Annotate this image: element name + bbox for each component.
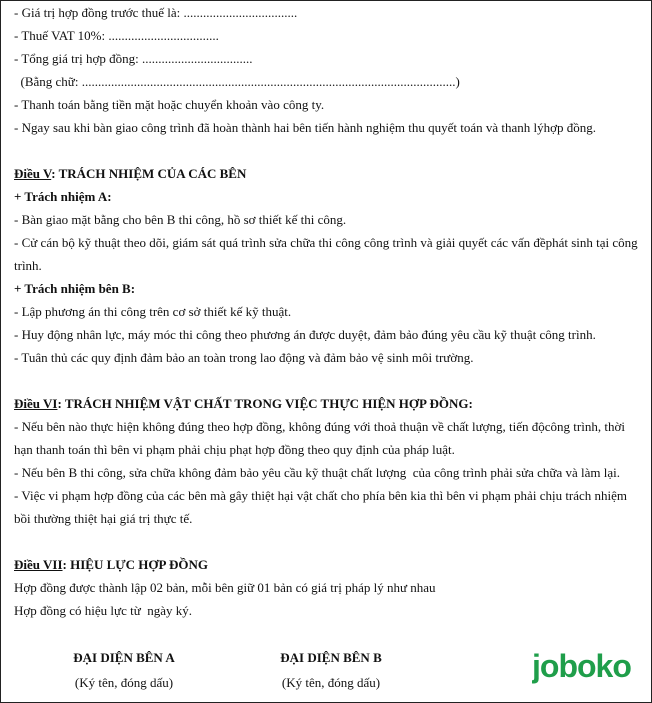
party-a-heading: + Trách nhiệm A: bbox=[14, 189, 112, 204]
party-a-signature bbox=[39, 645, 209, 695]
party-b-item: - Tuân thủ các quy định đảm bảo an toàn trong lao động và đảm bảo vệ sinh môi trường. bbox=[14, 350, 474, 365]
party-b-signature bbox=[246, 645, 416, 695]
party-b-item: - Huy động nhân lực, máy móc thi công theo phương án được duyệt, đảm bảo đúng yêu cầu kỹ thuật công trình. bbox=[14, 327, 596, 342]
article-7-title: : HIỆU LỰC HỢP ĐỒNG bbox=[62, 557, 208, 572]
payment-method-line: - Thanh toán bằng tiền mặt hoặc chuyển khoản vào công ty. bbox=[14, 97, 325, 112]
party-b-signature-title: ĐẠI DIỆN BÊN B bbox=[280, 650, 382, 665]
article-6-item: - Nếu bên nào thực hiện không đúng theo hợp đồng, không đúng với thoả thuận về chất lượng, tiến độcông trình, thời hạn thanh toán thì bên vi phạm phải chịu phạt hợp đồng theo quy định của pháp luật. bbox=[14, 419, 625, 457]
party-a-item: - Cử cán bộ kỹ thuật theo dõi, giám sát quá trình sửa chữa thi công công trình và giải quyết các vấn đềphát sinh tại công trình. bbox=[14, 235, 638, 273]
party-a-signature-title: ĐẠI DIỆN BÊN A bbox=[73, 650, 175, 665]
signature-block bbox=[1, 645, 521, 695]
amount-in-words-line: (Bằng chữ: ...................................................................................................................) bbox=[14, 74, 460, 89]
article-7-item: Hợp đồng được thành lập 02 bản, mỗi bên giữ 01 bản có giá trị pháp lý như nhau bbox=[14, 580, 436, 595]
article-7-label: Điều VII bbox=[14, 557, 63, 572]
settlement-line: - Ngay sau khi bàn giao công trình đã hoàn thành hai bên tiến hành nghiệm thu quyết toán và thanh lýhợp đồng. bbox=[14, 120, 596, 135]
article-5-heading bbox=[14, 162, 644, 185]
party-a-item: - Bàn giao mặt bằng cho bên B thi công, hồ sơ thiết kế thi công. bbox=[14, 212, 347, 227]
article-7-item: Hợp đồng có hiệu lực từ ngày ký. bbox=[14, 603, 193, 618]
joboko-logo bbox=[532, 648, 634, 688]
article-7-heading bbox=[14, 553, 644, 576]
article-5-label: Điều V bbox=[14, 166, 52, 181]
vat-line: - Thuế VAT 10%: .................................. bbox=[14, 28, 219, 43]
party-a-signature-note: (Ký tên, đóng dấu) bbox=[74, 675, 174, 690]
party-b-item: - Lập phương án thi công trên cơ sở thiết kế kỹ thuật. bbox=[14, 304, 292, 319]
article-6-label: Điều VI bbox=[14, 396, 58, 411]
pre-tax-value-line: - Giá trị hợp đồng trước thuế là: ................................... bbox=[14, 5, 298, 20]
article-5-title: : TRÁCH NHIỆM CỦA CÁC BÊN bbox=[51, 166, 247, 181]
article-6-heading bbox=[14, 392, 644, 415]
party-b-signature-note: (Ký tên, đóng dấu) bbox=[281, 675, 381, 690]
joboko-logo-text: joboko bbox=[532, 648, 631, 684]
article-6-item: - Việc vi phạm hợp đồng của các bên mà gây thiệt hại vật chất cho phía bên kia thì bên vi phạm phải chịu trách nhiệm bồi thường thiệt hại giá trị thực tế. bbox=[14, 488, 628, 526]
article-6-item: - Nếu bên B thi công, sửa chữa không đảm bảo yêu cầu kỹ thuật chất lượng của công trình phải sửa chữa và làm lại. bbox=[14, 465, 620, 480]
article-6-title: : TRÁCH NHIỆM VẬT CHẤT TRONG VIỆC THỰC HIỆN HỢP ĐỒNG: bbox=[57, 396, 473, 411]
party-b-heading: + Trách nhiệm bên B: bbox=[14, 281, 136, 296]
contract-body bbox=[14, 1, 644, 622]
total-value-line: - Tổng giá trị hợp đồng: .................................. bbox=[14, 51, 253, 66]
